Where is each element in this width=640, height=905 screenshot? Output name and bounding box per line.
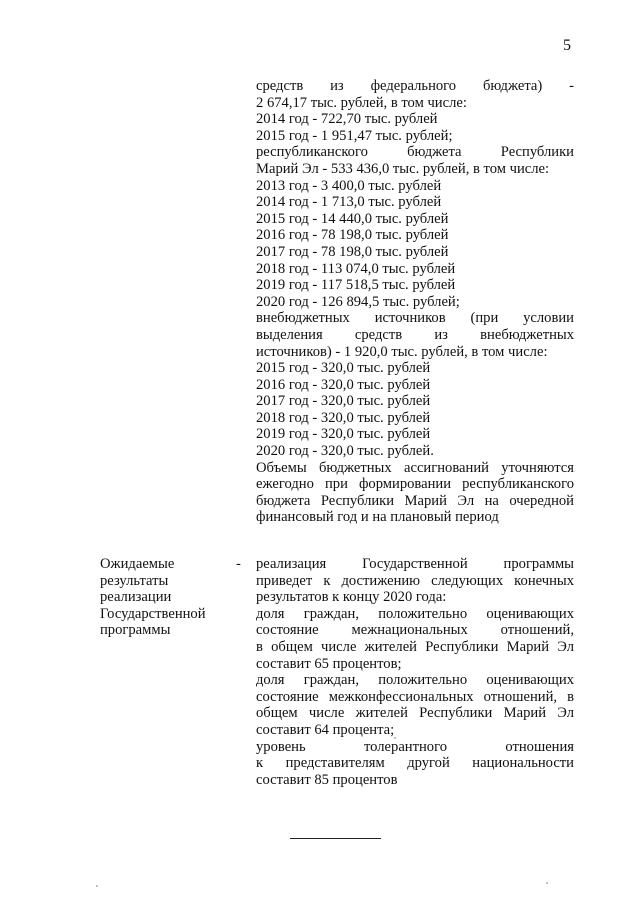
financing-line: 2015 год - 14 440,0 тыс. рублей [256,210,449,227]
results-line: реализация Государственной программы [256,556,574,572]
financing-line: выделения средств из внебюджетных [256,326,574,343]
end-divider-line [290,838,381,839]
results-line: в общем числе жителей Республики Марий Эл [256,638,574,655]
financing-line: 2018 год - 113 074,0 тыс. рублей [256,260,456,277]
financing-line: 2019 год - 320,0 тыс. рублей [256,426,431,443]
financing-line: внебюджетных источников (при условии [256,310,574,327]
results-line: состояние межконфессиональных отношений, в [256,688,574,705]
expected-results-text-block [256,556,574,788]
results-line: результатов к концу 2020 года: [256,589,447,606]
results-line: составит 85 процентов [256,771,398,788]
financing-line: финансовый год и на плановый период [256,509,499,526]
financing-line: Марий Эл - 533 436,0 тыс. рублей, в том числе: [256,160,550,177]
results-line: доля граждан, положительно оценивающих [256,605,574,622]
results-line: к представителям другой национальности [256,755,574,772]
expected-results-label [100,556,230,639]
financing-line: 2020 год - 320,0 тыс. рублей. [256,443,434,460]
results-label-line: результаты [100,572,169,589]
financing-line: 2016 год - 78 198,0 тыс. рублей [256,227,449,244]
financing-line: 2017 год - 78 198,0 тыс. рублей [256,243,449,260]
results-line: общем числе жителей Республики Марий Эл [256,705,574,722]
financing-line: 2020 год - 126 894,5 тыс. рублей; [256,293,460,310]
label-dash: - [236,556,241,572]
financing-line: 2017 год - 320,0 тыс. рублей [256,393,431,410]
financing-line: 2014 год - 722,70 тыс. рублей [256,111,438,128]
financing-line: 2 674,17 тыс. рублей, в том числе: [256,94,467,111]
results-label-line: программы [100,622,171,639]
financing-line: бюджета Республики Марий Эл на очередной [256,492,574,509]
financing-line: Объемы бюджетных ассигнований уточняются [256,459,574,476]
results-line: уровень толерантного отношения [256,738,574,755]
scan-speck [546,882,548,884]
financing-line: 2016 год - 320,0 тыс. рублей [256,376,431,393]
scan-speck [394,737,396,739]
financing-line: 2015 год - 320,0 тыс. рублей [256,360,431,377]
results-label-line: Государственной [100,605,206,622]
financing-line: источников) - 1 920,0 тыс. рублей, в том числе: [256,343,548,360]
financing-line: 2018 год - 320,0 тыс. рублей [256,409,431,426]
results-label-line: Ожидаемые [100,556,175,572]
results-line: доля граждан, положительно оценивающих [256,672,574,689]
results-line: состояние межнациональных отношений, [256,622,574,639]
results-line: составит 65 процентов; [256,655,402,672]
results-line: приведет к достижению следующих конечных [256,572,574,589]
financing-line: 2014 год - 1 713,0 тыс. рублей [256,194,442,211]
results-line: составит 64 процента; [256,721,395,738]
financing-line: 2015 год - 1 951,47 тыс. рублей; [256,127,453,144]
financing-text-block [256,78,574,526]
page-number: 5 [563,37,571,54]
financing-line: республиканского бюджета Республики [256,144,574,161]
results-label-line: реализации [100,589,172,606]
scan-speck [96,885,98,887]
financing-line: средств из федерального бюджета) - [256,78,574,94]
financing-line: 2019 год - 117 518,5 тыс. рублей [256,277,456,294]
financing-line: 2013 год - 3 400,0 тыс. рублей [256,177,442,194]
financing-line: ежегодно при формировании республиканского [256,476,574,493]
